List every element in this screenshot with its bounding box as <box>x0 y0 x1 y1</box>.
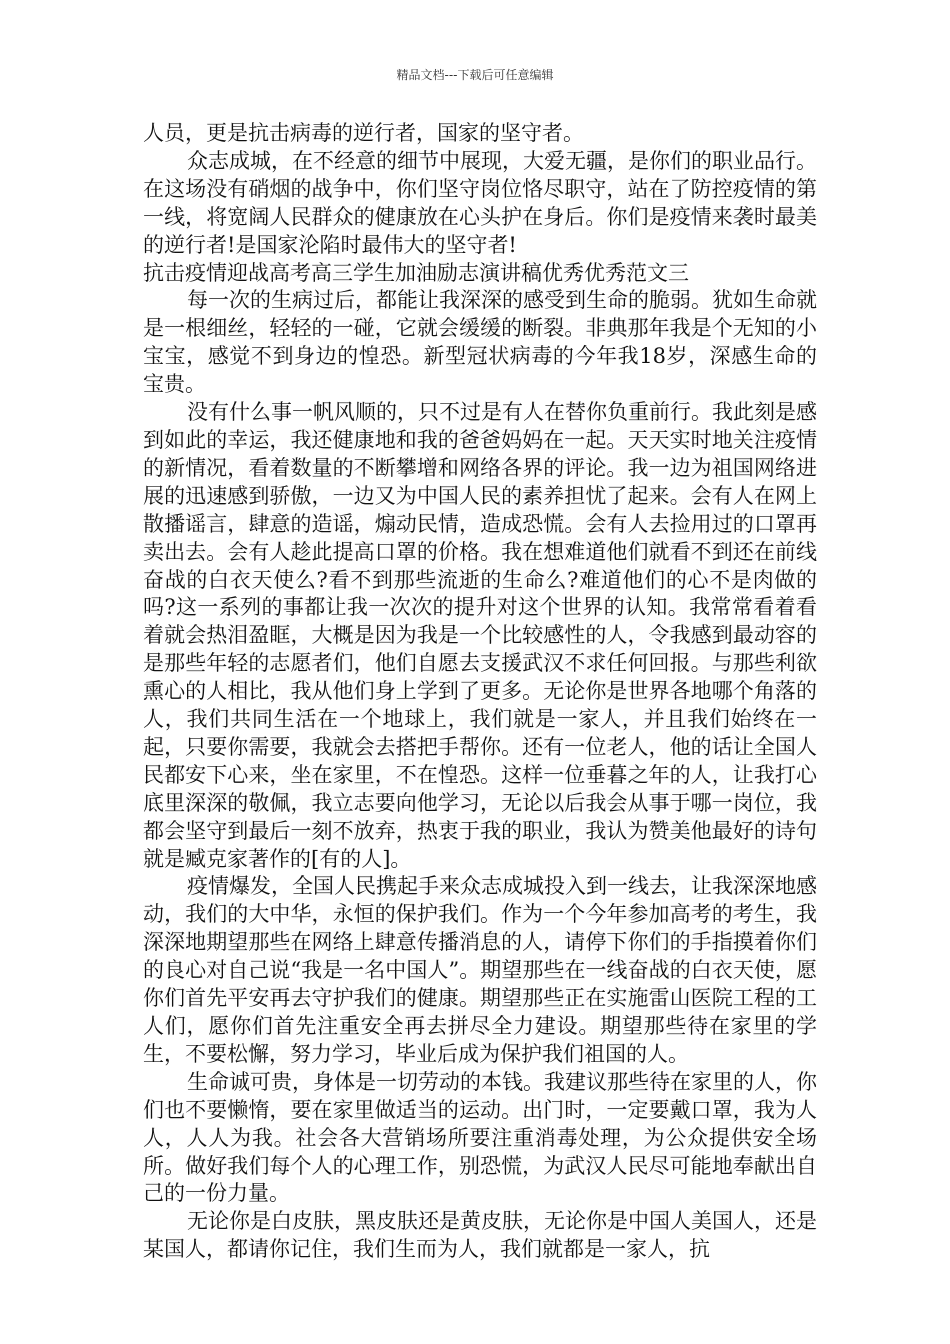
paragraph: 生命诚可贵，身体是一切劳动的本钱。我建议那些待在家里的人，你们也不要懒惰，要在家里做适当的运动。出门时，一定要戴口罩，我为人人，人人为我。社会各大营销场所要注重消毒处理，为公众提供安全场所。做好我们每个人的心理工作，别恐慌，为武汉人民尽可能地奉献出自己的一份力量。 <box>143 1069 817 1206</box>
document-body <box>143 120 817 1264</box>
paragraph: 无论你是白皮肤，黑皮肤还是黄皮肤，无论你是中国人美国人，还是某国人，都请你记住，我们生而为人，我们就都是一家人，抗 <box>143 1209 817 1262</box>
paragraph: 每一次的生病过后，都能让我深深的感受到生命的脆弱。犹如生命就是一根细丝，轻轻的一碰，它就会缓缓的断裂。非典那年我是个无知的小宝宝，感觉不到身边的惶恐。新型冠状病毒的今年我18岁，深感生命的宝贵。 <box>143 288 817 397</box>
paragraph: 疫情爆发，全国人民携起手来众志成城投入到一线去，让我深深地感动，我们的大中华，永恒的保护我们。作为一个今年参加高考的考生，我深深地期望那些在网络上肆意传播消息的人，请停下你们的手指摸着你们的良心对自己说“我是一名中国人”。期望那些在一线奋战的白衣天使，愿你们首先平安再去守护我们的健康。期望那些正在实施雷山医院工程的工人们，愿你们首先注重安全再去拼尽全力建设。期望那些待在家里的学生，不要松懈，努力学习，毕业后成为保护我们祖国的人。 <box>143 874 817 1066</box>
paragraph: 人员，更是抗击病毒的逆行者，国家的坚守者。 <box>143 121 584 145</box>
paragraph: 没有什么事一帆风顺的，只不过是有人在替你负重前行。我此刻是感到如此的幸运，我还健康地和我的爸爸妈妈在一起。天天实时地关注疫情的新情况，看着数量的不断攀增和网络各界的评论。我一边为祖国网络进展的迅速感到骄傲，一边又为中国人民的素养担忧了起来。会有人在网上散播谣言，肆意的造谣，煽动民情，造成恐慌。会有人去捡用过的口罩再卖出去。会有人趁此提高口罩的价格。我在想难道他们就看不到还在前线奋战的白衣天使么?看不到那些流逝的生命么?难道他们的心不是肉做的吗?这一系列的事都让我一次次的提升对这个世界的认知。我常常看着看着就会热泪盈眶，大概是因为我是一个比较感性的人，令我感到最动容的是那些年轻的志愿者们，他们自愿去支援武汉不求任何回报。与那些利欲熏心的人相比，我从他们身上学到了更多。无论你是世界各地哪个角落的人，我们共同生活在一个地球上，我们就是一家人，并且我们始终在一起，只要你需要，我就会去搭把手帮你。还有一位老人，他的话让全国人民都安下心来，坐在家里，不在惶恐。这样一位垂暮之年的人，让我打心底里深深的敬佩，我立志要向他学习，无论以后我会从事于哪一岗位，我都会坚守到最后一刻不放弃，热衷于我的职业，我认为赞美他最好的诗句就是臧克家著作的[有的人]。 <box>143 400 817 871</box>
section-title: 抗击疫情迎战高考高三学生加油励志演讲稿优秀优秀范文三 <box>143 260 689 285</box>
paragraph: 众志成城，在不经意的细节中展现，大爱无疆，是你们的职业品行。在这场没有硝烟的战争中，你们坚守岗位恪尽职守，站在了防控疫情的第一线，将宽阔人民群众的健康放在心头护在身后。你们是疫情来袭时最美的逆行者!是国家沦陷时最伟大的坚守者! <box>143 148 817 257</box>
page-header: 精品文档---下载后可任意编辑 <box>396 68 554 82</box>
